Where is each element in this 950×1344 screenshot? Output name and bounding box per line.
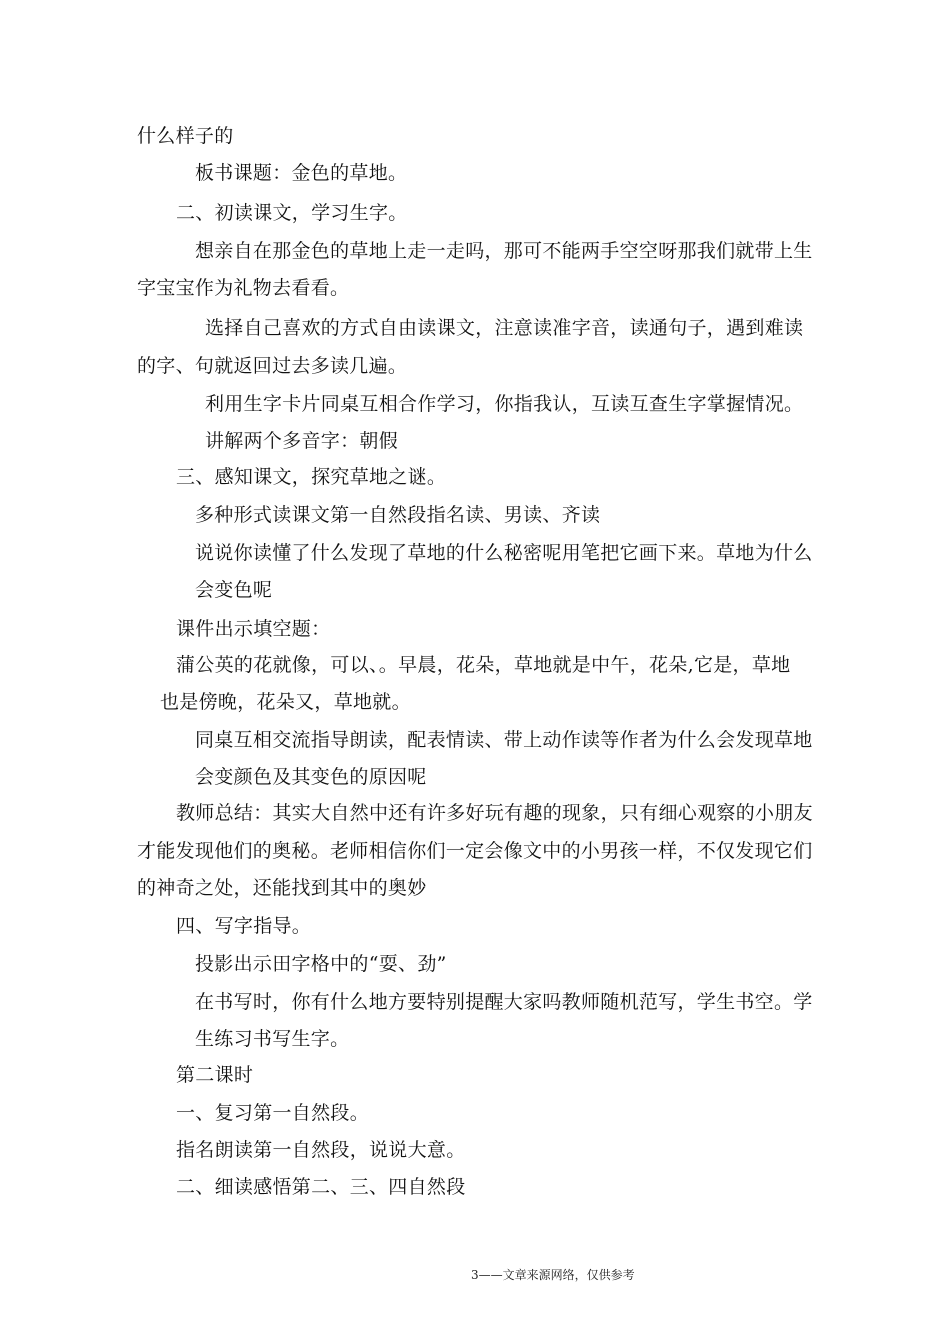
text-line-8: 利用生字卡片同桌互相合作学习，你指我认，互读互查生字掌握情况。 — [205, 393, 804, 415]
text-line-28: 指名朗读第一自然段，说说大意。 — [176, 1139, 466, 1161]
text-line-21: 的神奇之处，还能找到其中的奥妙 — [137, 877, 427, 899]
text-line-2: 板书课题：金色的草地。 — [195, 162, 408, 184]
text-line-12: 说说你读懂了什么发现了草地的什么秘密呢用笔把它画下来。草地为什么 — [195, 542, 813, 564]
text-line-17: 同桌互相交流指导朗读，配表情读、带上动作读等作者为什么会发现草地 — [195, 729, 813, 751]
text-line-19: 教师总结：其实大自然中还有许多好玩有趣的现象，只有细心观察的小朋友 — [176, 802, 813, 824]
text-line-14: 课件出示填空题： — [176, 618, 331, 640]
section-heading-review: 一、复习第一自然段。 — [176, 1102, 370, 1124]
text-line-23: 投影出示田字格中的“耍、劲” — [195, 953, 447, 975]
page-footer: 3——文章来源网络，仅供参考 — [471, 1268, 635, 1282]
text-line-15: 蒲公英的花就像，可以、。早晨，花朵，草地就是中午，花朵,它是，草地 — [176, 654, 791, 676]
section-heading-read: 二、细读感悟第二、三、四自然段 — [176, 1176, 466, 1198]
text-line-1: 什么样子的 — [137, 125, 234, 147]
text-line-18: 会变颜色及其变色的原因呢 — [195, 766, 427, 788]
text-line-11: 多种形式读课文第一自然段指名读、男读、齐读 — [195, 504, 601, 526]
text-line-5: 字宝宝作为礼物去看看。 — [137, 277, 350, 299]
section-heading-2: 二、初读课文，学习生字。 — [176, 202, 408, 224]
lesson-heading: 第二课时 — [176, 1064, 254, 1086]
text-line-9: 讲解两个多音字：朝假 — [205, 430, 399, 452]
text-line-25: 生练习书写生字。 — [195, 1028, 350, 1050]
text-line-4: 想亲自在那金色的草地上走一走吗，那可不能两手空空呀那我们就带上生 — [195, 240, 813, 262]
text-line-24: 在书写时，你有什么地方要特别提醒大家吗教师随机范写，学生书空。学 — [195, 991, 813, 1013]
text-line-16: 也是傍晚，花朵又，草地就。 — [160, 691, 411, 713]
text-line-6: 选择自己喜欢的方式自由读课文，注意读准字音，读通句子，遇到难读 — [205, 317, 804, 339]
text-line-7: 的字、句就返回过去多读几遍。 — [137, 355, 408, 377]
text-line-20: 才能发现他们的奥秘。老师相信你们一定会像文中的小男孩一样，不仅发现它们 — [137, 840, 813, 862]
section-heading-4: 四、写字指导。 — [176, 915, 312, 937]
text-line-13: 会变色呢 — [195, 579, 273, 601]
section-heading-3: 三、感知课文，探究草地之谜。 — [176, 466, 447, 488]
